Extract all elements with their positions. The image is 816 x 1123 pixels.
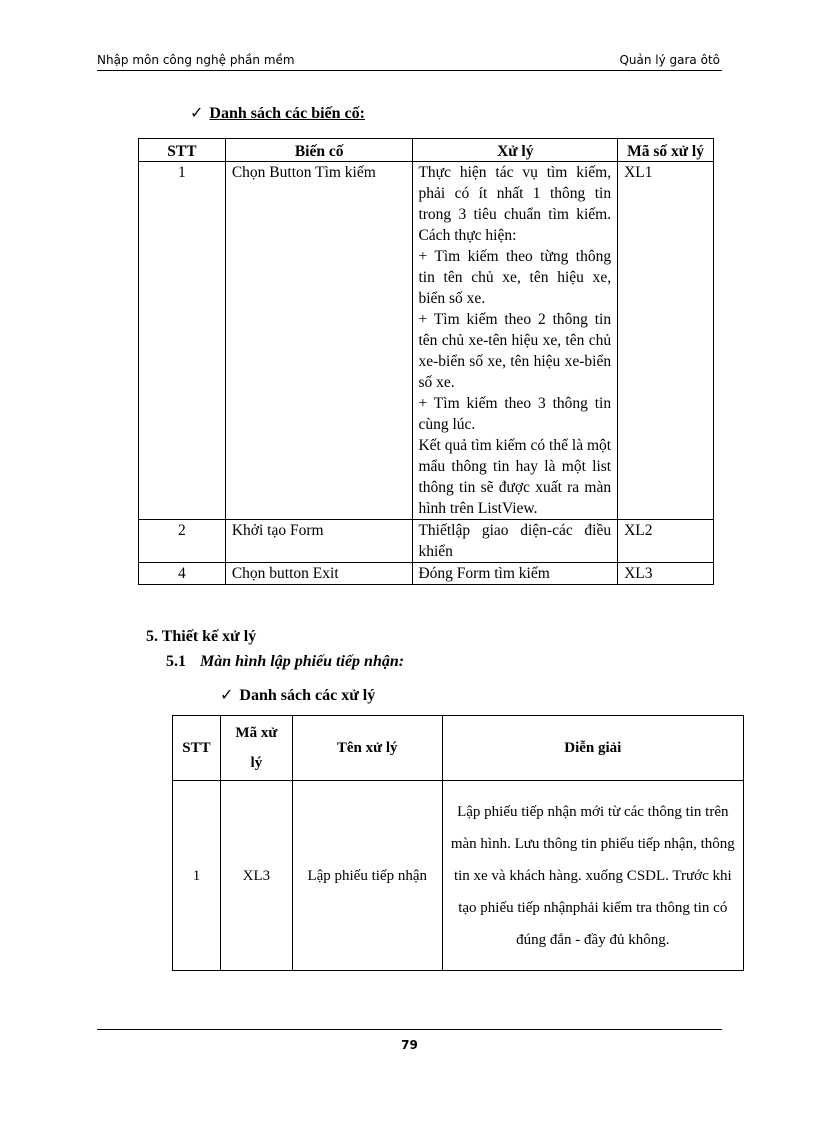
process-list-heading-text: Danh sách các xử lý	[239, 687, 376, 704]
col-header-code: Mã số xử lý	[618, 139, 714, 162]
cell-process: Đóng Form tìm kiếm	[413, 563, 618, 585]
process-table	[172, 715, 744, 971]
process-line: Thực hiện tác vụ tìm kiếm, phải có ít nhất 1 thông tin trong 3 tiêu chuẩn tìm kiếm. Cách thực hiện:	[418, 164, 612, 244]
table-row	[139, 520, 714, 563]
cell-stt: 2	[139, 520, 226, 563]
cell-desc: Lập phiếu tiếp nhận mới từ các thông tin trên màn hình. Lưu thông tin phiếu tiếp nhận, thông tin xe và khách hàng. xuống CSDL. Trước khi tạo phiếu tiếp nhậnphải kiểm tra thông tin có đúng đắn - đầy đủ không.	[442, 781, 743, 971]
process-line: Kết quả tìm kiếm có thể là một mẩu thông tin hay là một list thông tin sẽ được xuất ra màn hình trên ListView.	[418, 437, 612, 517]
cell-stt: 1	[139, 162, 226, 520]
cell-event: Chọn Button Tìm kiếm	[225, 162, 413, 520]
cell-name: Lập phiếu tiếp nhận	[292, 781, 442, 971]
page-footer	[97, 1029, 722, 1052]
col-header-stt: STT	[139, 139, 226, 162]
process-line: + Tìm kiếm theo từng thông tin tên chủ xe, tên hiệu xe, biển số xe.	[418, 248, 612, 307]
subsection-heading	[166, 653, 404, 671]
cell-event: Chọn button Exit	[225, 563, 413, 585]
cell-process: Thiếtlập giao diện-các điều khiển	[413, 520, 618, 563]
events-heading-text: Danh sách các biến cố:	[209, 105, 365, 122]
section-heading-design: 5. Thiết kế xử lý	[146, 628, 257, 645]
table-row	[139, 563, 714, 585]
col-header-process: Xử lý	[413, 139, 618, 162]
cell-code: XL1	[618, 162, 714, 520]
cell-code: XL3	[220, 781, 292, 971]
col-header-name: Tên xử lý	[292, 716, 442, 781]
cell-stt: 4	[139, 563, 226, 585]
table-row	[139, 162, 714, 520]
col-header-stt: STT	[173, 716, 221, 781]
page-number: 79	[401, 1038, 418, 1052]
col-header-code: Mã xử lý	[220, 716, 292, 781]
cell-event: Khởi tạo Form	[225, 520, 413, 563]
col-header-desc: Diễn giải	[442, 716, 743, 781]
checkmark-icon: ✓	[190, 105, 204, 122]
events-table	[138, 138, 714, 585]
subsection-number: 5.1	[166, 653, 186, 670]
process-line: + Tìm kiếm theo 2 thông tin tên chủ xe-tên hiệu xe, tên chủ xe-biển số xe, tên hiệu xe-biển số xe.	[418, 311, 612, 391]
events-heading	[190, 103, 365, 123]
header-course-title: Nhập môn công nghệ phần mềm	[97, 53, 295, 67]
process-list-heading	[220, 685, 375, 705]
cell-code: XL2	[618, 520, 714, 563]
header-project-title: Quản lý gara ôtô	[619, 53, 720, 67]
page-header	[97, 52, 722, 71]
col-header-event: Biến cố	[225, 139, 413, 162]
cell-code: XL3	[618, 563, 714, 585]
table-header-row	[173, 716, 744, 781]
table-header-row	[139, 139, 714, 162]
cell-process	[413, 162, 618, 520]
cell-stt: 1	[173, 781, 221, 971]
process-line: + Tìm kiếm theo 3 thông tin cùng lúc.	[418, 395, 612, 433]
table-row	[173, 781, 744, 971]
checkmark-icon: ✓	[220, 687, 234, 704]
subsection-title: Màn hình lập phiếu tiếp nhận:	[200, 653, 405, 670]
